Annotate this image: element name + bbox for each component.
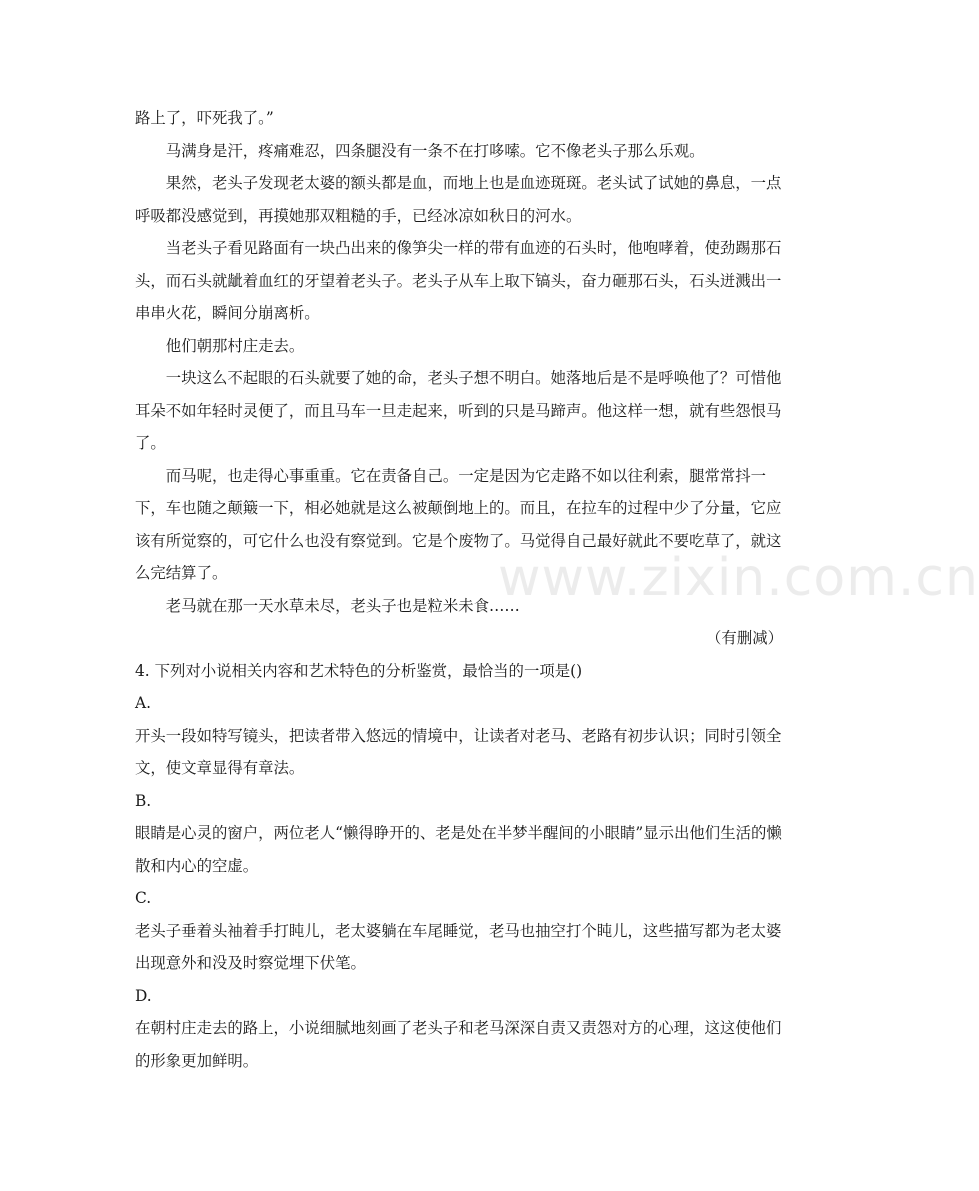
paragraph: 他们朝那村庄走去。 bbox=[165, 336, 305, 355]
option-b-label: B. bbox=[135, 791, 152, 810]
option-c-text: 老头子垂着头袖着手打盹儿，老太婆躺在车尾睡觉，老马也抽空打个盹儿，这些描写都为老太婆出现意外和没及时察觉埋下伏笔。 bbox=[135, 921, 782, 972]
paragraph: 果然，老头子发现老太婆的额头都是血，而地上也是血迹斑斑。老头试了试她的鼻息，一点呼吸都没感觉到，再摸她那双粗糙的手，已经冰凉如秋日的河水。 bbox=[135, 174, 782, 225]
paragraph: 而马呢，也走得心事重重。它在责备自己。一定是因为它走路不如以往利索，腿常常抖一下，车也随之颠簸一下，相必她就是这么被颠倒地上的。而且，在拉车的过程中少了分量，它应该有所觉察的，可它什么也没有察觉到。它是个废物了。马觉得自己最好就此不要吃草了，就这么完结算了。 bbox=[135, 466, 782, 582]
paragraph: 马满身是汗，疼痛难忍，四条腿没有一条不在打哆嗦。它不像老头子那么乐观。 bbox=[165, 141, 705, 160]
paragraph: 当老头子看见路面有一块凸出来的像笋尖一样的带有血迹的石头时，他咆哮着，使劲踢那石头，而石头就龇着血红的牙望着老头子。老头子从车上取下镐头，奋力砸那石头，石头迸溅出一串串火花，瞬间分崩离析。 bbox=[135, 239, 782, 322]
option-c-label: C. bbox=[135, 889, 152, 907]
option-a-text: 开头一段如特写镜头，把读者带入悠远的情境中，让读者对老马、老路有初步认识；同时引领全文，使文章显得有章法。 bbox=[135, 726, 782, 777]
option-b-text: 眼睛是心灵的窗户，两位老人“懒得睁开的、老是处在半梦半醒间的小眼睛”显示出他们生活的懒散和内心的空虚。 bbox=[135, 824, 782, 875]
option-a-label: A. bbox=[135, 694, 152, 712]
paragraph: 路上了，吓死我了。” bbox=[135, 109, 274, 127]
option-d-text: 在朝村庄走去的路上，小说细腻地刻画了老头子和老马深深自责又责怨对方的心理，这这使他们的形象更加鲜明。 bbox=[135, 1019, 782, 1070]
watermark: www.zixin.com.cn bbox=[498, 548, 979, 608]
option-d-label: D. bbox=[135, 986, 152, 1005]
paragraph: 一块这么不起眼的石头就要了她的命，老头子想不明白。她落地后是不是呼唤他了？可惜他耳朵不如年轻时灵便了，而且马车一旦走起来，听到的只是马蹄声。他这样一想，就有些怨恨马了。 bbox=[135, 369, 782, 452]
question-stem: 4. 下列对小说相关内容和艺术特色的分析鉴赏，最恰当的一项是() bbox=[135, 661, 583, 680]
paragraph: 老马就在那一天水草未尽，老头子也是粒米未食…… bbox=[165, 596, 520, 615]
abridged-note: （有删减） bbox=[706, 629, 783, 647]
document-body bbox=[135, 102, 783, 1077]
